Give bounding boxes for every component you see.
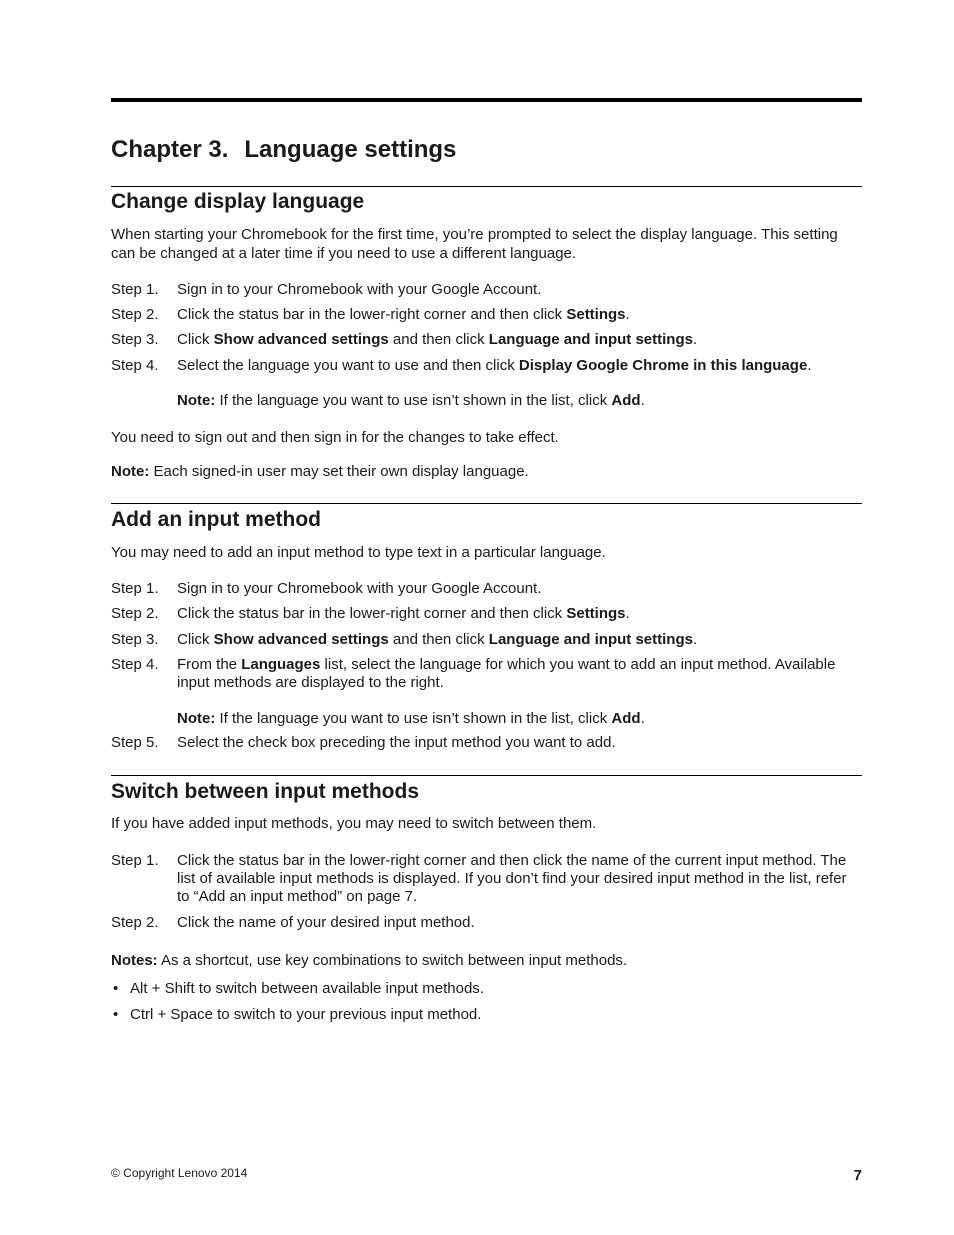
section-rule — [111, 503, 862, 504]
step-text: Click Show advanced settings and then click Language and input settings. — [177, 331, 698, 348]
note-label: Note: — [177, 710, 216, 727]
step-text: Select the language you want to use and then click Display Google Chrome in this language. — [177, 357, 812, 374]
section-intro: If you have added input methods, you may need to switch between them. — [111, 815, 597, 832]
step-text: Select the check box preceding the input method you want to add. — [177, 734, 616, 751]
step-item — [111, 734, 862, 752]
note-label: Notes: — [111, 952, 158, 969]
step-text: Click the name of your desired input method. — [177, 914, 475, 931]
chapter-number: Chapter 3. — [111, 136, 229, 163]
step-label: Step 4. — [111, 357, 159, 374]
step-item — [111, 331, 862, 349]
list-item-text: Ctrl + Space to switch to your previous input method. — [130, 1006, 482, 1023]
step-label: Step 4. — [111, 656, 159, 673]
step-item — [111, 281, 862, 299]
page-number: 7 — [853, 1167, 862, 1184]
step-label: Step 5. — [111, 734, 159, 751]
step-text: Sign in to your Chromebook with your Google Account. — [177, 580, 542, 597]
section-outro: You need to sign out and then sign in for the changes to take effect. — [111, 429, 559, 446]
step-label: Step 1. — [111, 580, 159, 597]
step-item — [111, 852, 862, 906]
ui-term-show-advanced-settings: Show advanced settings — [213, 331, 389, 348]
section-rule — [111, 186, 862, 187]
section-heading-change-display-language: Change display language — [111, 190, 365, 213]
step-label: Step 2. — [111, 605, 159, 622]
step-text: Click the status bar in the lower-right corner and then click the name of the current input method. The list of available input methods is displayed. If you don’t find your desired input method in the list, refer to “Add an input method” on page 7. — [177, 852, 847, 905]
ui-term-add: Add — [611, 710, 641, 727]
note-label: Note: — [111, 463, 150, 480]
list-item — [111, 979, 862, 998]
section-intro: You may need to add an input method to type text in a particular language. — [111, 544, 606, 561]
list-item — [111, 1005, 862, 1024]
chapter-title — [111, 135, 456, 165]
ui-term-language-input-settings: Language and input settings — [488, 331, 693, 348]
section-note: Notes: As a shortcut, use key combinations to switch between input methods. — [111, 952, 628, 969]
step-label: Step 3. — [111, 331, 159, 348]
bullet-icon: • — [113, 980, 119, 997]
ui-term-add: Add — [611, 392, 641, 409]
step-item — [111, 306, 862, 324]
step-label: Step 1. — [111, 281, 159, 298]
step-text: Sign in to your Chromebook with your Google Account. — [177, 281, 542, 298]
document-page — [111, 0, 862, 1235]
step-text: Click the status bar in the lower-right corner and then click Settings. — [177, 306, 630, 323]
step-item — [111, 656, 862, 692]
chapter-title-text: Language settings — [244, 136, 457, 163]
step-text: Click Show advanced settings and then click Language and input settings. — [177, 631, 698, 648]
bullet-icon: • — [113, 1006, 119, 1023]
ui-term-settings: Settings — [566, 605, 626, 622]
note-label: Note: — [177, 392, 216, 409]
section-heading-switch-input-methods: Switch between input methods — [111, 780, 420, 803]
section-rule — [111, 775, 862, 776]
step-item — [111, 631, 862, 649]
step-note: Note: If the language you want to use isn’t shown in the list, click Add. — [177, 710, 645, 727]
step-label: Step 2. — [111, 306, 159, 323]
ui-term-show-advanced-settings: Show advanced settings — [213, 631, 389, 648]
section-note: Note: Each signed-in user may set their own display language. — [111, 463, 529, 480]
chapter-rule — [111, 98, 862, 102]
step-label: Step 3. — [111, 631, 159, 648]
step-text: From the Languages list, select the language for which you want to add an input method. Available input methods are displayed to the right. — [177, 656, 836, 691]
step-text: Click the status bar in the lower-right corner and then click Settings. — [177, 605, 630, 622]
step-item — [111, 357, 862, 375]
list-item-text: Alt + Shift to switch between available input methods. — [130, 980, 484, 997]
section-heading-add-input-method: Add an input method — [111, 508, 321, 531]
step-label: Step 1. — [111, 852, 159, 869]
footer-copyright: © Copyright Lenovo 2014 — [111, 1166, 248, 1180]
step-note: Note: If the language you want to use isn’t shown in the list, click Add. — [177, 392, 645, 409]
step-item — [111, 914, 862, 932]
ui-term-language-input-settings: Language and input settings — [488, 631, 693, 648]
step-label: Step 2. — [111, 914, 159, 931]
ui-term-languages: Languages — [241, 656, 321, 673]
section-intro: When starting your Chromebook for the first time, you’re prompted to select the display language. This setting can be changed at a later time if you need to use a different language. — [111, 226, 838, 262]
ui-term-settings: Settings — [566, 306, 626, 323]
step-item — [111, 580, 862, 598]
step-item — [111, 605, 862, 623]
ui-term-display-google-chrome: Display Google Chrome in this language — [518, 357, 808, 374]
